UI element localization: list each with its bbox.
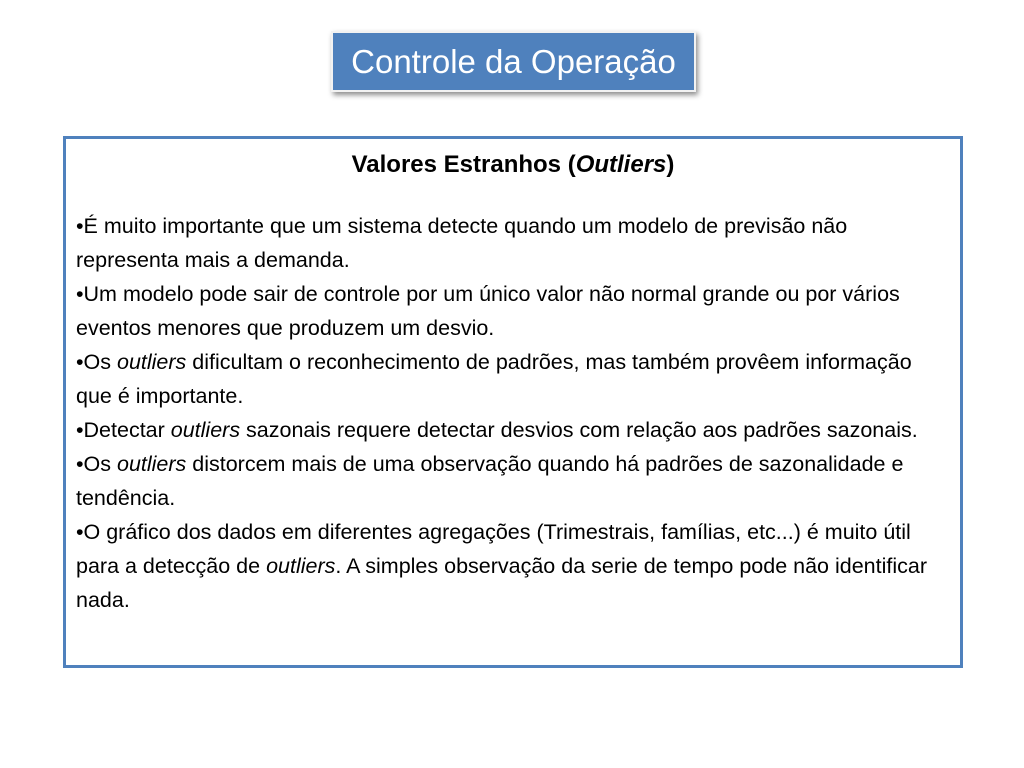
- bullet-marker: •: [76, 418, 84, 442]
- bullet-marker: •: [76, 282, 84, 306]
- heading-suffix: ): [666, 151, 675, 178]
- bullet-text: sazonais requere detectar desvios com relação aos padrões sazonais.: [240, 418, 918, 442]
- bullet-italic-term: outliers: [116, 350, 187, 374]
- heading-prefix: Valores Estranhos (: [351, 151, 576, 178]
- bullet-text: Os: [83, 452, 117, 476]
- bullet-item: [76, 515, 950, 617]
- bullet-italic-term: outliers: [170, 418, 241, 442]
- bullet-item: [76, 277, 950, 345]
- bullet-text: dificultam o reconhecimento de padrões, mas também provêem informação que é importante.: [76, 350, 912, 408]
- content-heading: [76, 149, 950, 181]
- bullet-text: Os: [83, 350, 117, 374]
- slide-title-box: [331, 31, 696, 92]
- bullet-marker: •: [76, 520, 84, 544]
- bullet-text: Um modelo pode sair de controle por um único valor não normal grande ou por vários eventos menores que produzem um desvio.: [76, 282, 900, 340]
- bullet-text: O gráfico dos dados em diferentes agregações (Trimestrais, famílias, etc...) é muito útil para a detecção de: [76, 520, 911, 578]
- bullet-text: Detectar: [83, 418, 171, 442]
- bullet-marker: •: [76, 452, 84, 476]
- bullet-text: . A simples observação da serie de tempo pode não identificar nada.: [76, 554, 927, 612]
- bullet-marker: •: [76, 350, 84, 374]
- bullet-italic-term: outliers: [116, 452, 187, 476]
- bullet-item: [76, 413, 950, 447]
- heading-italic: Outliers: [575, 151, 667, 178]
- bullet-item: [76, 345, 950, 413]
- slide-title: Controle da Operação: [351, 42, 676, 80]
- bullet-item: [76, 209, 950, 277]
- bullet-text: distorcem mais de uma observação quando há padrões de sazonalidade e tendência.: [76, 452, 904, 510]
- bullet-italic-term: outliers: [266, 554, 336, 578]
- bullet-item: [76, 447, 950, 515]
- content-box: [63, 136, 963, 668]
- bullet-text: É muito importante que um sistema detecte quando um modelo de previsão não representa mais a demanda.: [76, 214, 848, 272]
- bullet-list: [76, 209, 950, 617]
- bullet-marker: •: [76, 214, 84, 238]
